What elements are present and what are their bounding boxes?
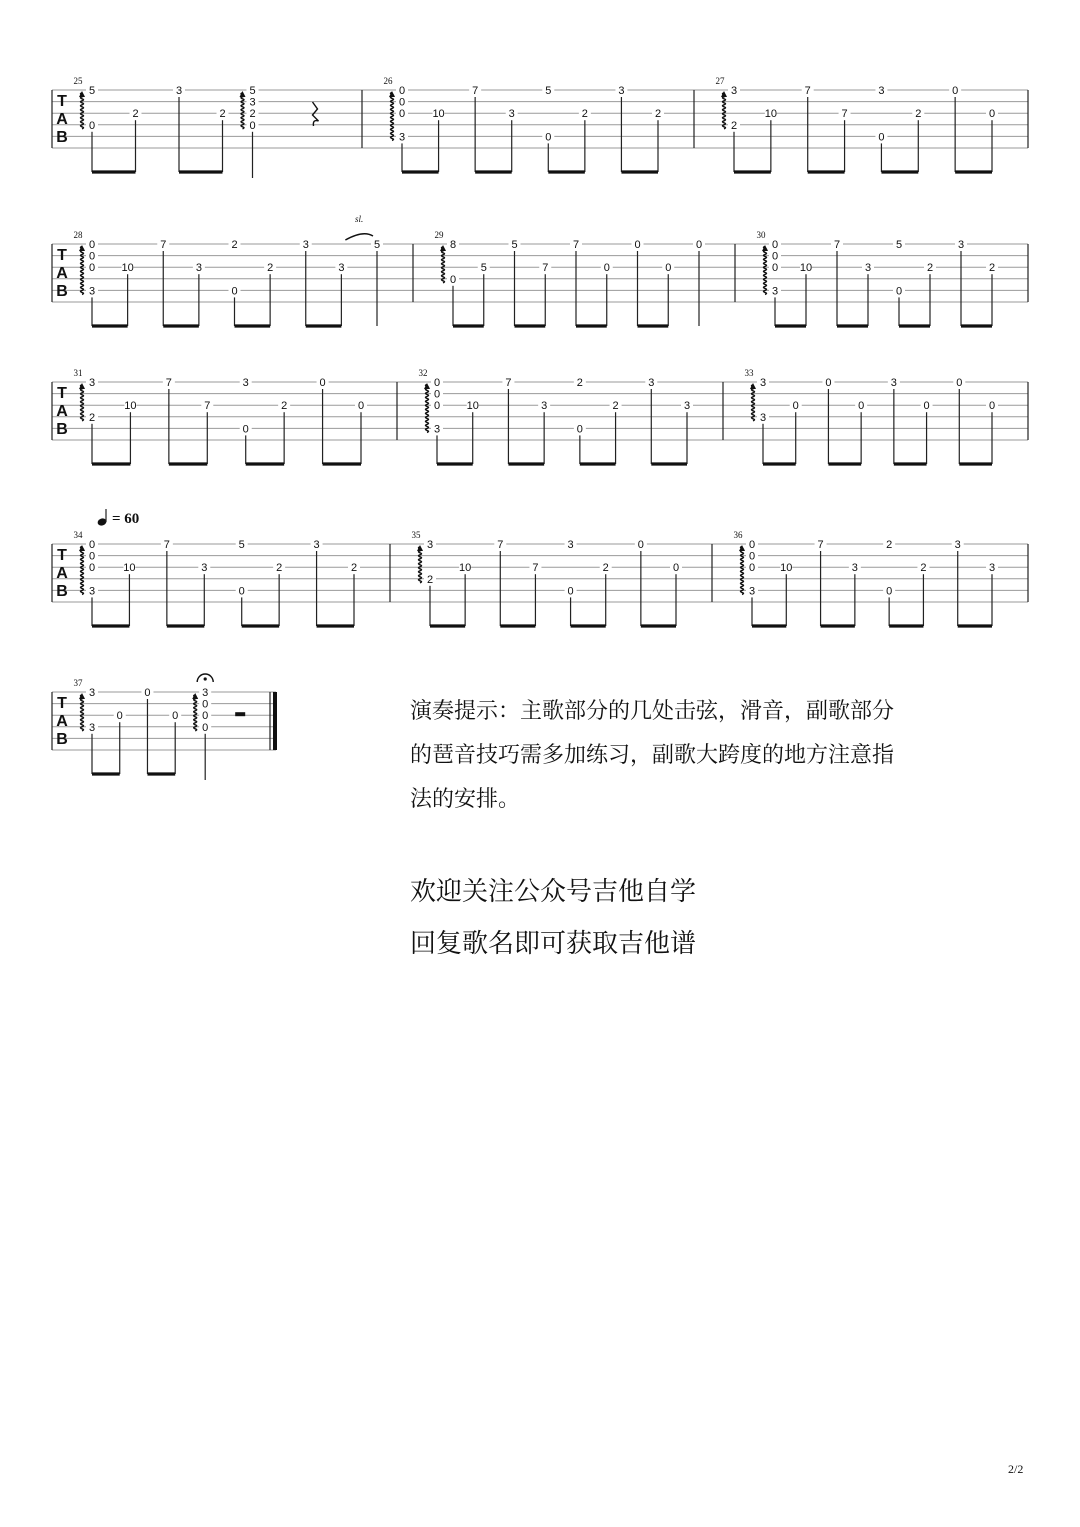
fret-number: 5 [895,239,903,251]
tab-clef-letter: B [56,129,68,146]
measure-number: 32 [418,368,428,378]
tab-clef-letter: A [56,111,68,128]
fret-number: 0 [116,710,123,723]
fret-number: 5 [545,85,552,97]
fret-number: 0 [886,585,893,598]
fret-number: 0 [748,562,756,575]
fret-number: 3 [426,539,434,551]
arpeggio-icon [81,246,84,294]
fret-number: 3 [508,108,515,121]
fret-number: 0 [952,85,959,97]
fret-number: 0 [923,400,930,413]
arpeggio-icon [194,695,197,731]
tab-clef-letter: T [57,547,67,564]
measure-number: 37 [73,678,83,688]
fret-number: 10 [459,562,472,575]
measure-number: 33 [744,368,754,378]
tab-clef-letter: T [57,695,67,712]
fret-number: 7 [163,539,170,551]
tab-clef-letter: B [56,421,68,438]
fret-number: 0 [88,239,96,251]
arpeggio-icon-head [739,545,745,551]
fret-number: 5 [238,539,245,551]
fret-number: 0 [545,131,552,144]
fret-number: 7 [204,400,211,413]
fret-number: 10 [764,108,777,121]
fret-number: 2 [920,562,927,575]
fret-number: 7 [497,539,504,551]
arpeggio-icon-head [79,245,85,251]
fret-number: 3 [398,131,406,144]
chord-fret-number: 0 [202,698,209,711]
fret-number: 2 [730,119,738,132]
fret-number: 0 [449,273,457,286]
measure-number: 29 [434,230,444,240]
fret-number: 7 [817,539,824,551]
fret-number: 3 [748,585,756,598]
arpeggio-icon [81,546,84,594]
fret-number: 10 [123,562,136,575]
fret-number: 0 [792,400,799,413]
tab-clef-letter: T [57,93,67,110]
fret-number: 7 [833,239,841,251]
final-thick-barline [273,692,277,750]
fret-number: 0 [895,285,903,298]
fret-number: 0 [433,377,441,389]
fret-number: 3 [338,262,345,275]
fret-number: 3 [648,377,655,389]
fret-number: 0 [988,400,996,413]
tab-clef-letter: A [56,565,68,582]
fret-number: 5 [480,262,487,275]
slide-arc [345,234,373,240]
fret-number: 3 [302,239,309,251]
fret-number: 2 [267,262,274,275]
measure-number: 31 [73,368,83,378]
tempo-marking: = 60 [112,511,140,527]
arpeggio-icon [419,547,422,583]
follow-promo-line-2: 回复歌名即可获取吉他谱 [410,929,697,959]
fret-number: 3 [957,239,965,251]
performance-notes [410,690,1010,822]
slide-annotation: sl. [355,214,364,224]
fret-number: 2 [602,562,609,575]
fret-number: 2 [231,239,238,251]
fret-number: 3 [878,85,885,97]
fret-number: 3 [988,562,996,575]
arpeggio-icon [752,385,755,421]
fret-number: 3 [890,377,897,389]
arpeggio-icon [81,385,84,421]
fret-number: 0 [398,85,406,97]
fret-number: 3 [175,85,183,97]
fret-number: 7 [841,108,848,121]
arpeggio-icon [442,247,445,283]
arpeggio-icon [391,92,394,140]
chord-fret-number: 0 [202,721,209,734]
fret-number: 0 [88,262,96,275]
fret-number: 3 [618,85,625,97]
fret-number: 3 [683,400,691,413]
tab-clef-letter: A [56,265,68,282]
fret-number: 0 [665,262,672,275]
fret-number: 3 [88,285,96,298]
fret-number: 0 [172,710,179,723]
tab-clef-letter: B [56,731,68,748]
fret-number: 0 [144,687,151,699]
fret-number: 0 [231,285,238,298]
fret-number: 0 [398,96,406,109]
chord-fret-number: 3 [249,96,256,109]
chord-fret-number: 5 [249,85,256,97]
fret-number: 3 [567,539,574,551]
measure-number: 34 [73,530,83,540]
fret-number: 2 [132,108,139,121]
fret-number: 2 [886,539,893,551]
tab-clef-letter: A [56,713,68,730]
fret-number: 7 [804,85,811,97]
fret-number: 0 [825,377,832,389]
fret-number: 0 [771,250,779,263]
arpeggio-icon [81,695,84,731]
fret-number: 3 [759,411,767,424]
tab-clef-letter: B [56,583,68,600]
fret-number: 3 [541,400,548,413]
fret-number: 5 [373,239,381,251]
quarter-rest-icon [313,102,319,126]
fret-number: 10 [780,562,793,575]
fret-number: 3 [759,377,767,389]
chord-fret-number: 0 [249,119,256,132]
fret-number: 0 [88,562,96,575]
follow-promo-line-1: 欢迎关注公众号吉他自学 [410,877,697,907]
arpeggio-icon [81,93,84,129]
fret-number: 3 [242,377,249,389]
fret-number: 0 [88,539,96,551]
fret-number: 2 [88,411,96,424]
chord-fret-number: 3 [202,687,209,699]
fret-number: 0 [988,108,996,121]
measure-number: 35 [411,530,421,540]
fret-number: 3 [88,687,96,699]
fret-number: 3 [88,377,96,389]
fret-number: 3 [433,423,441,436]
fret-number: 2 [281,400,288,413]
fret-number: 3 [195,262,202,275]
fret-number: 10 [799,262,813,275]
measure-number: 27 [715,76,725,86]
fret-number: 2 [581,108,588,121]
fret-number: 2 [926,262,934,275]
fret-number: 10 [121,262,134,275]
performance-note-line-1: 演奏提示：主歌部分的几处击弦，滑音，副歌部分 [410,699,895,724]
arpeggio-icon [723,93,726,129]
fret-number: 2 [915,108,922,121]
fret-number: 2 [426,573,434,586]
fret-number: 0 [576,423,583,436]
fret-number: 10 [124,400,137,413]
fret-number: 0 [771,239,779,251]
fret-number: 2 [988,262,996,275]
fret-number: 10 [432,108,445,121]
page-number: 2/2 [1008,1462,1024,1476]
chord-fret-number: 2 [249,108,256,121]
fret-number: 0 [242,423,249,436]
arpeggio-icon [741,546,744,594]
fret-number: 0 [398,108,406,121]
arpeggio-icon-head [79,545,85,551]
fret-number: 0 [748,550,756,563]
fret-number: 0 [319,377,326,389]
fret-number: 0 [603,262,610,275]
fret-number: 0 [672,562,680,575]
fret-number: 7 [572,239,580,251]
fret-number: 7 [532,562,539,575]
fret-number: 3 [313,539,320,551]
fret-number: 2 [612,400,619,413]
fret-number: 3 [851,562,858,575]
fret-number: 2 [576,377,583,389]
fret-number: 0 [695,239,703,251]
fret-number: 3 [771,285,779,298]
measure-number: 26 [383,76,393,86]
fret-number: 2 [350,562,358,575]
fret-number: 0 [88,119,96,132]
performance-note-line-3: 法的安排。 [410,787,521,812]
fermata-dot [204,677,207,680]
performance-note-line-2: 的琶音技巧需多加练习，副歌大跨度的地方注意指 [410,743,895,768]
fret-number: 3 [88,721,96,734]
fret-number: 0 [634,239,641,251]
fret-number: 3 [88,585,96,598]
fret-number: 0 [88,550,96,563]
arpeggio-icon [241,93,244,129]
fret-number: 5 [511,239,518,251]
fret-number: 0 [637,539,644,551]
fret-number: 7 [160,239,167,251]
half-rest-icon [235,712,245,716]
fret-number: 3 [730,85,738,97]
tab-clef-letter: T [57,385,67,402]
fret-number: 7 [165,377,172,389]
fret-number: 5 [88,85,96,97]
fret-number: 7 [542,262,549,275]
fret-number: 3 [954,539,961,551]
fret-number: 3 [201,562,208,575]
arpeggio-icon-head [424,383,430,389]
fret-number: 0 [956,377,963,389]
arpeggio-icon [764,246,767,294]
tab-clef-letter: B [56,283,68,300]
fret-number: 0 [878,131,885,144]
fret-number: 0 [433,388,441,401]
arpeggio-icon-head [389,91,395,97]
arpeggio-icon [426,384,429,432]
fret-number: 7 [472,85,479,97]
fret-number: 0 [238,585,245,598]
measure-number: 30 [756,230,766,240]
fret-number: 0 [567,585,574,598]
fret-number: 0 [748,539,756,551]
fret-number: 0 [357,400,365,413]
follow-promo [410,866,696,970]
fret-number: 2 [654,108,662,121]
tab-clef-letter: A [56,403,68,420]
arpeggio-icon-head [762,245,768,251]
fret-number: 2 [219,108,226,121]
measure-number: 28 [73,230,83,240]
fret-number: 7 [505,377,512,389]
chord-fret-number: 0 [202,710,209,723]
fret-number: 8 [449,239,457,251]
measure-number: 36 [733,530,743,540]
fret-number: 0 [88,250,96,263]
fret-number: 10 [466,400,479,413]
measure-number: 25 [73,76,83,86]
fret-number: 0 [433,400,441,413]
fret-number: 3 [864,262,872,275]
tab-clef-letter: T [57,247,67,264]
fret-number: 2 [276,562,283,575]
fret-number: 0 [858,400,865,413]
fret-number: 0 [771,262,779,275]
